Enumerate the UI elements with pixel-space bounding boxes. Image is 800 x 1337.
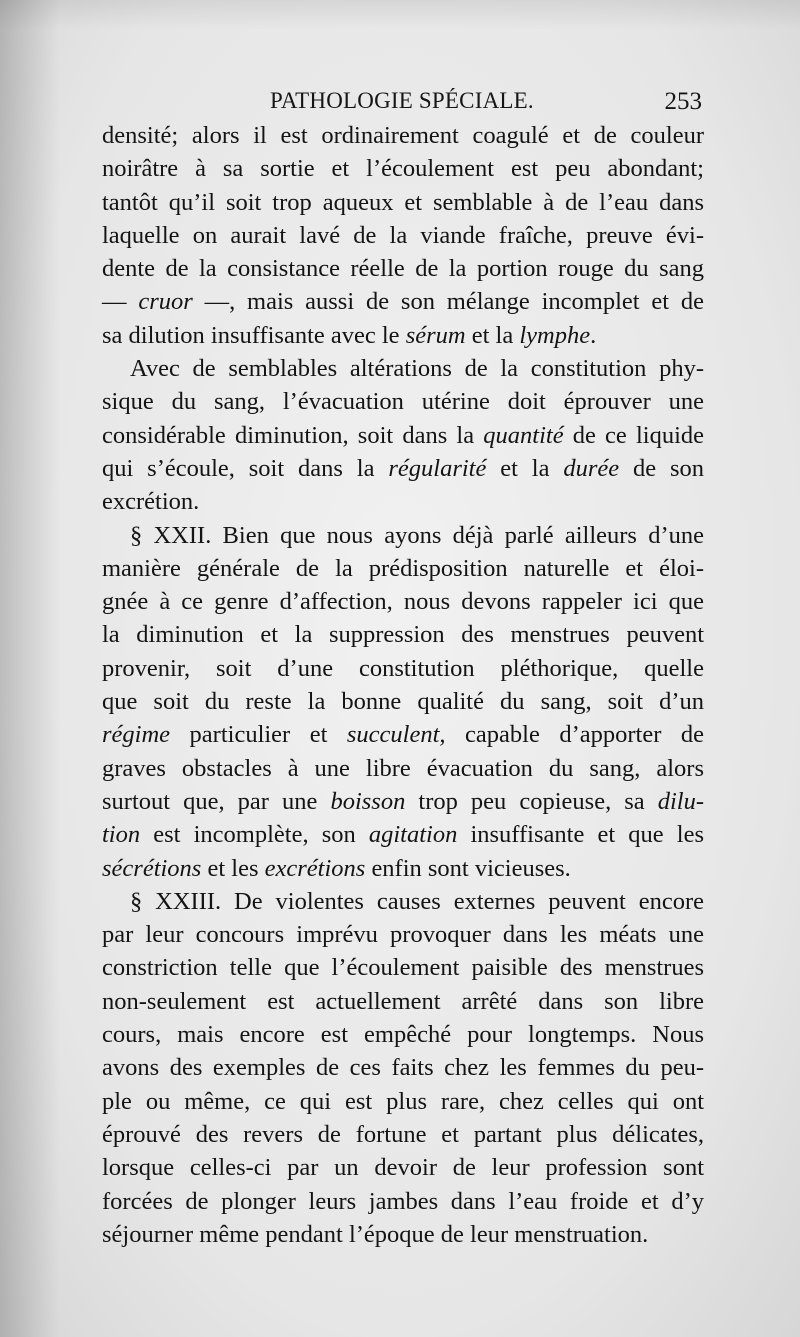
text-run: est incomplète, son bbox=[140, 821, 369, 849]
text-line bbox=[102, 552, 704, 585]
page-header bbox=[100, 84, 704, 118]
italic-run: durée bbox=[563, 454, 620, 482]
text-run: surtout que, par une bbox=[102, 787, 331, 815]
text-run: forcées de plonger leurs jambes dans l’eau froide et d’y bbox=[102, 1187, 704, 1215]
text-line bbox=[102, 186, 704, 219]
text-line bbox=[102, 885, 704, 918]
text-line bbox=[102, 951, 704, 984]
text-run: ple ou même, ce qui est plus rare, chez celles qui ont bbox=[102, 1087, 704, 1115]
italic-run: sérum bbox=[405, 321, 466, 349]
text-line bbox=[102, 419, 704, 452]
text-run: gnée à ce genre d’affection, nous devons rappeler ici que bbox=[102, 588, 704, 616]
text-line bbox=[102, 319, 704, 352]
text-line bbox=[102, 785, 704, 818]
text-run: que soit du reste la bonne qualité du sang, soit d’un bbox=[102, 688, 704, 716]
italic-run: cruor bbox=[138, 288, 193, 316]
text-line bbox=[102, 685, 704, 718]
text-run: —, mais aussi de son mélange incomplet et de bbox=[192, 288, 705, 316]
page-top-shadow bbox=[0, 0, 800, 30]
text-run: provenir, soit d’une constitution pléthorique, quelle bbox=[102, 654, 704, 682]
text-run: noirâtre à sa sortie et l’écoulement est peu abondant; bbox=[102, 155, 704, 183]
text-run: de ce liquide bbox=[563, 421, 705, 449]
text-run: manière générale de la prédisposition naturelle et éloi- bbox=[102, 554, 704, 582]
text-run: — bbox=[102, 288, 139, 316]
text-line bbox=[102, 1018, 704, 1051]
italic-run: sécrétions bbox=[102, 854, 202, 882]
text-line bbox=[102, 652, 704, 685]
italic-run: succulent, bbox=[346, 721, 446, 749]
italic-run: régularité bbox=[388, 454, 487, 482]
text-run: par leur concours imprévu provoquer dans les méats une bbox=[102, 921, 704, 949]
text-line bbox=[102, 385, 704, 418]
text-run: considérable diminution, soit dans la bbox=[102, 421, 484, 449]
text-line bbox=[102, 852, 704, 885]
text-line bbox=[102, 985, 704, 1018]
text-run: qui s’écoule, soit dans la bbox=[102, 454, 389, 482]
text-run: tantôt qu’il soit trop aqueux et semblable à de l’eau dans bbox=[102, 188, 704, 216]
text-line bbox=[102, 452, 704, 485]
text-run: lorsque celles-ci par un devoir de leur profession sont bbox=[102, 1154, 704, 1182]
text-line bbox=[102, 219, 704, 252]
text-line bbox=[102, 1118, 704, 1151]
text-line bbox=[102, 718, 704, 751]
text-run: . bbox=[590, 321, 597, 349]
text-run: éprouvé des revers de fortune et partant plus délicates, bbox=[102, 1120, 704, 1148]
page-number: 253 bbox=[664, 88, 702, 115]
text-run: § XXIII. De violentes causes externes peuvent encore bbox=[130, 887, 704, 915]
text-line bbox=[102, 352, 704, 385]
text-run: et la bbox=[465, 321, 520, 349]
text-line bbox=[102, 752, 704, 785]
text-line bbox=[102, 519, 704, 552]
text-run: de son bbox=[619, 454, 704, 482]
text-run: capable d’apporter de bbox=[445, 721, 704, 749]
text-run: et la bbox=[486, 454, 564, 482]
text-line bbox=[102, 152, 704, 185]
text-line bbox=[102, 1185, 704, 1218]
text-run: laquelle on aurait lavé de la viande fraîche, preuve évi- bbox=[102, 221, 704, 249]
text-line bbox=[102, 918, 704, 951]
text-run: cours, mais encore est empêché pour longtemps. Nous bbox=[102, 1021, 704, 1049]
page-gutter-shadow bbox=[0, 0, 60, 1337]
running-head: PATHOLOGIE SPÉCIALE. bbox=[270, 88, 534, 113]
body-text bbox=[102, 119, 704, 1251]
italic-run: dilu- bbox=[657, 787, 704, 815]
text-run: particulier et bbox=[170, 721, 347, 749]
text-run: la diminution et la suppression des menstrues peuvent bbox=[102, 621, 704, 649]
text-line bbox=[102, 1085, 704, 1118]
text-run: enfin sont vicieuses. bbox=[365, 854, 571, 882]
text-run: dente de la consistance réelle de la portion rouge du sang bbox=[102, 255, 704, 283]
text-run: excrétion. bbox=[102, 488, 200, 516]
text-run: densité; alors il est ordinairement coagulé et de couleur bbox=[102, 122, 704, 149]
text-line bbox=[102, 585, 704, 618]
text-run: § XXII. Bien que nous ayons déjà parlé ailleurs d’une bbox=[130, 521, 704, 549]
italic-run: tion bbox=[102, 821, 141, 849]
text-run: sa dilution insuffisante avec le bbox=[102, 321, 406, 349]
italic-run: boisson bbox=[330, 787, 406, 815]
text-line bbox=[102, 618, 704, 651]
text-run: avons des exemples de ces faits chez les femmes du peu- bbox=[102, 1054, 704, 1082]
text-line bbox=[102, 252, 704, 285]
text-line bbox=[102, 1151, 704, 1184]
text-line bbox=[102, 818, 704, 851]
text-run: Avec de semblables altérations de la constitution phy- bbox=[130, 355, 704, 383]
text-run: insuffisante et que les bbox=[457, 821, 704, 849]
text-line bbox=[102, 1218, 704, 1251]
text-run: séjourner même pendant l’époque de leur menstruation. bbox=[102, 1220, 649, 1248]
text-run: et les bbox=[201, 854, 265, 882]
text-run: non-seulement est actuellement arrêté dans son libre bbox=[102, 987, 704, 1015]
italic-run: lymphe bbox=[519, 321, 591, 349]
italic-run: excrétions bbox=[264, 854, 366, 882]
italic-run: régime bbox=[102, 721, 171, 749]
text-line bbox=[102, 1051, 704, 1084]
italic-run: agitation bbox=[368, 821, 458, 849]
text-line bbox=[102, 119, 704, 152]
text-run: trop peu copieuse, sa bbox=[405, 787, 658, 815]
italic-run: quantité bbox=[483, 421, 564, 449]
text-run: graves obstacles à une libre évacuation du sang, alors bbox=[102, 754, 704, 782]
text-line bbox=[102, 285, 704, 318]
text-line bbox=[102, 485, 704, 518]
text-run: sique du sang, l’évacuation utérine doit éprouver une bbox=[102, 388, 704, 416]
text-run: constriction telle que l’écoulement paisible des menstrues bbox=[102, 954, 704, 982]
